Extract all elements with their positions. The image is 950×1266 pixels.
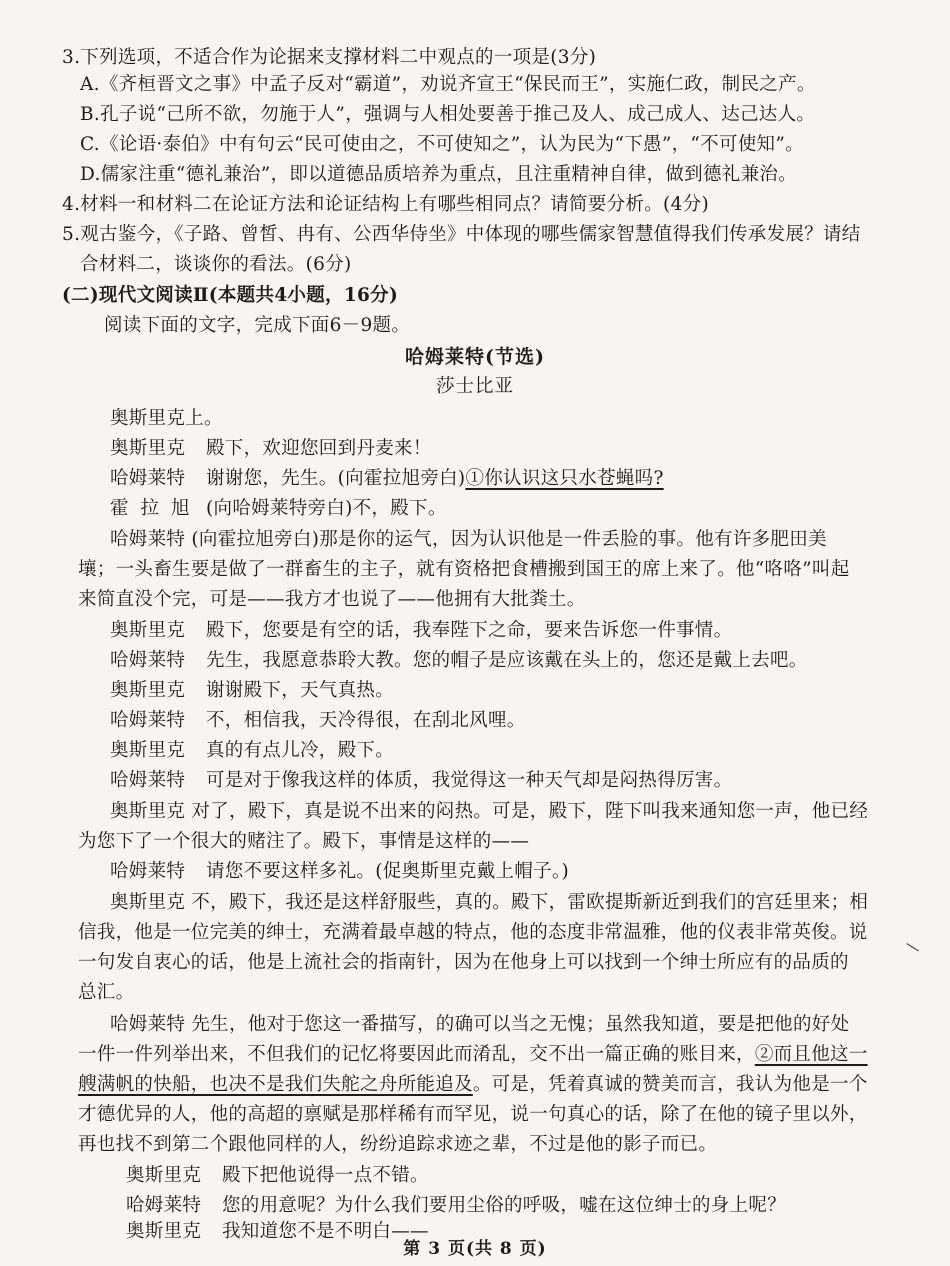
dialogue-text: 殿下，您要是有空的话，我奉陛下之命，要来告诉您一件事情。: [206, 620, 733, 641]
dialogue-line: [110, 496, 447, 522]
dialogue-line: [110, 708, 526, 734]
dialogue-line: [110, 678, 394, 704]
speaker-name: 哈姆莱特: [110, 710, 186, 731]
speaker-name: 哈姆莱特: [110, 770, 186, 791]
dialogue-text: (向哈姆莱特旁白)不，殿下。: [206, 498, 447, 519]
speaker-name: 哈姆莱特: [126, 1195, 202, 1216]
dialogue-line: [110, 859, 569, 885]
dialogue-line: [110, 648, 808, 674]
dialogue-continuation: [78, 1072, 868, 1098]
dialogue-text: 谢谢殿下，天气真热。: [206, 680, 395, 701]
underlined-sentence-1: ①你认识这只水苍蝇吗?: [465, 468, 664, 489]
speaker-name: 奥斯里克: [110, 740, 186, 761]
dialogue-line: [110, 738, 394, 764]
dialogue-line: 哈姆莱特 先生，他对于您这一番描写，的确可以当之无愧；虽然我知道，要是把他的好处: [110, 1014, 850, 1035]
dialogue-line: [110, 768, 732, 794]
speaker-name: 奥斯里克: [110, 620, 186, 641]
dialogue-line: 哈姆莱特 (向霍拉旭旁白)那是你的运气，因为认识他是一件丢脸的事。他有许多肥田美: [110, 529, 827, 550]
dialogue-continuation: 为您下了一个很大的赌注了。殿下，事情是这样的——: [78, 831, 530, 852]
dialogue-continuation: 来简直没个完，可是——我方才也说了——他拥有大批粪土。: [78, 589, 586, 610]
passage-author: 莎士比亚: [435, 376, 514, 397]
dialogue-line: [126, 1163, 429, 1189]
underlined-sentence-2: ②而且他这一: [754, 1044, 868, 1065]
speaker-name: 霍拉旭: [110, 498, 202, 519]
dialogue-line: 奥斯里克 不，殿下，我还是这样舒服些，真的。殿下，雷欧提斯新近到我们的宫廷里来；相: [110, 892, 869, 913]
dialogue-continuation: 壤；一头畜生要是做了一群畜生的主子，就有资格把食槽搬到国王的席上来了。他“咯咯”叫起: [78, 559, 850, 580]
dialogue-text: 殿下把他说得一点不错。: [222, 1165, 429, 1186]
dialogue-text: 真的有点儿冷，殿下。: [206, 740, 395, 761]
dialogue-continuation: 信我，他是一位完美的绅士，充满着最卓越的特点，他的态度非常温雅，他的仪表非常英俊。说: [78, 922, 868, 943]
speaker-name: 哈姆莱特: [110, 861, 186, 882]
speaker-name: 奥斯里克: [110, 680, 186, 701]
question-3-option-d: D.儒家注重“德礼兼治”，即以道德品质培养为重点，且注重精神自律，做到德礼兼治。: [80, 164, 797, 185]
question-5-line-1: 5.观古鉴今，《子路、曾皙、冉有、公西华侍坐》中体现的哪些儒家智慧值得我们传承发展？请结: [62, 224, 861, 245]
dialogue-text: 请您不要这样多礼。(促奥斯里克戴上帽子。): [206, 861, 569, 882]
dialogue-text: 您的用意呢？为什么我们要用尘俗的呼吸，嘘在这位绅士的身上呢？: [222, 1195, 787, 1216]
question-3-option-b: B.孔子说“己所不欲，勿施于人”，强调与人相处要善于推己及人、成己成人、达己达人。: [80, 104, 816, 125]
dialogue-line: [126, 1193, 786, 1219]
speaker-name: 哈姆莱特: [110, 650, 186, 671]
dialogue-line: 奥斯里克 对了，殿下，真是说不出来的闷热。可是，殿下，陛下叫我来通知您一声，他已经: [110, 801, 869, 822]
question-5-line-2: 合材料二，谈谈你的看法。(6分): [80, 254, 352, 275]
section-heading: (二)现代文阅读Ⅱ(本题共4小题，16分): [62, 285, 399, 306]
page-number: 第 3 页(共 8 页): [403, 1239, 547, 1259]
dialogue-text: 可是对于像我这样的体质，我觉得这一种天气却是闷热得厉害。: [206, 770, 733, 791]
stage-direction: 奥斯里克上。: [110, 408, 223, 429]
dialogue-continuation: 才德优异的人，他的高超的禀赋是那样稀有而罕见，说一句真心的话，除了在他的镜子里以外，: [78, 1104, 868, 1125]
section-instruction: 阅读下面的文字，完成下面6－9题。: [104, 315, 411, 336]
speaker-name: 奥斯里克: [126, 1221, 202, 1242]
pen-mark: [901, 943, 919, 960]
underlined-sentence-2-cont: 艘满帆的快船，也决不是我们失舵之舟所能追及: [78, 1074, 473, 1095]
question-3-option-a: A.《齐桓晋文之事》中孟子反对“霸道”，劝说齐宣王“保民而王”，实施仁政，制民之产。: [80, 74, 816, 95]
passage-title: 哈姆莱特(节选): [405, 346, 545, 368]
dialogue-continuation: 再也找不到第二个跟他同样的人，纷纷追踪求迹之辈，不过是他的影子而已。: [78, 1134, 718, 1155]
dialogue-text: 谢谢您，先生。(向霍拉旭旁白): [206, 468, 466, 489]
dialogue-line: [110, 618, 732, 644]
speaker-name: 奥斯里克: [126, 1165, 202, 1186]
speaker-name: 哈姆莱特: [110, 468, 186, 489]
dialogue-text: 一件一件列举出来，不但我们的记忆将要因此而淆乱，交不出一篇正确的账目来，: [78, 1044, 755, 1065]
dialogue-text: 不，相信我，天冷得很，在刮北风哩。: [206, 710, 526, 731]
question-3-option-c: C.《论语·泰伯》中有句云“民可使由之，不可使知之”，认为民为“下愚”，“不可使知”。: [80, 134, 804, 155]
dialogue-text: 。可是，凭着真诚的赞美而言，我认为他是一个: [472, 1074, 868, 1095]
dialogue-text: 我知道您不是不明白——: [222, 1221, 429, 1242]
dialogue-continuation: 总汇。: [78, 982, 135, 1003]
dialogue-continuation: 一句发自衷心的话，他是上流社会的指南针，因为在他身上可以找到一个绅士所应有的品质的: [78, 952, 849, 973]
speaker-name: 奥斯里克: [110, 438, 186, 459]
dialogue-line: [110, 466, 664, 492]
question-3: 3.下列选项，不适合作为论据来支撑材料二中观点的一项是(3分): [62, 47, 597, 68]
dialogue-line: [110, 436, 432, 462]
question-4: 4.材料一和材料二在论证方法和论证结构上有哪些相同点？请简要分析。(4分): [62, 194, 709, 215]
dialogue-continuation: [78, 1042, 868, 1068]
dialogue-text: 殿下，欢迎您回到丹麦来！: [206, 438, 432, 459]
dialogue-text: 先生，我愿意恭聆大教。您的帽子是应该戴在头上的，您还是戴上去吧。: [206, 650, 808, 671]
